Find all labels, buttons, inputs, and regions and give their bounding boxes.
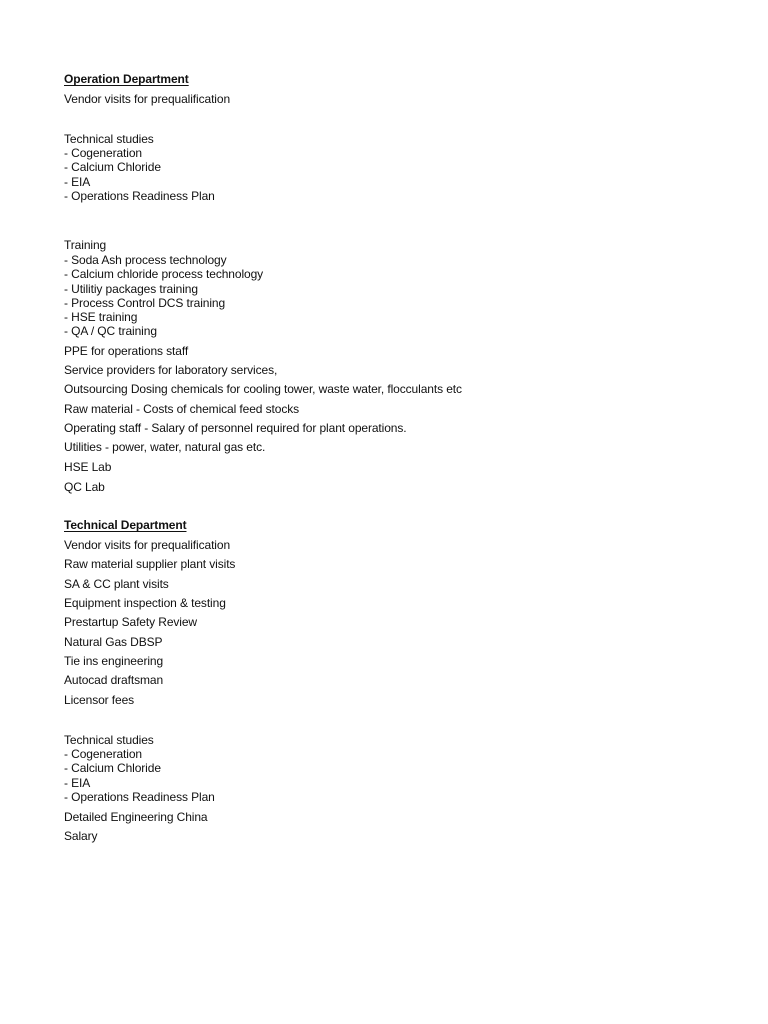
technical-technical-studies-title: Technical studies [64, 733, 154, 747]
operation-vendor-visits: Vendor visits for prequalification [64, 92, 231, 106]
list-item: Salary [64, 829, 98, 843]
list-item: Utilities - power, water, natural gas etc. [64, 440, 266, 454]
operation-department-heading: Operation Department [64, 72, 189, 86]
technical-department-heading: Technical Department [64, 518, 187, 532]
list-item: - HSE training [64, 310, 138, 324]
operation-technical-studies-title: Technical studies [64, 132, 154, 146]
list-item: Autocad draftsman [64, 673, 164, 687]
list-item: - Utilitiy packages training [64, 282, 198, 296]
list-item: QC Lab [64, 480, 105, 494]
list-item: PPE for operations staff [64, 344, 189, 358]
list-item: - Operations Readiness Plan [64, 790, 215, 804]
list-item: Raw material supplier plant visits [64, 557, 236, 571]
list-item: HSE Lab [64, 460, 112, 474]
list-item: Operating staff - Salary of personnel required for plant operations. [64, 421, 407, 435]
list-item: - Calcium Chloride [64, 160, 161, 174]
list-item: - Cogeneration [64, 146, 142, 160]
list-item: - EIA [64, 175, 91, 189]
list-item: SA & CC plant visits [64, 577, 169, 591]
list-item: Vendor visits for prequalification [64, 538, 231, 552]
list-item: Raw material - Costs of chemical feed stocks [64, 402, 300, 416]
list-item: Equipment inspection & testing [64, 596, 226, 610]
list-item: Licensor fees [64, 693, 135, 707]
list-item: - Calcium Chloride [64, 761, 161, 775]
list-item: Service providers for laboratory services, [64, 363, 278, 377]
list-item: - Operations Readiness Plan [64, 189, 215, 203]
list-item: Detailed Engineering China [64, 810, 208, 824]
list-item: - Soda Ash process technology [64, 253, 227, 267]
list-item: - Cogeneration [64, 747, 142, 761]
list-item: Natural Gas DBSP [64, 635, 163, 649]
list-item: - QA / QC training [64, 324, 157, 338]
list-item: Tie ins engineering [64, 654, 164, 668]
operation-training-title: Training [64, 238, 107, 252]
list-item: - Calcium chloride process technology [64, 267, 264, 281]
list-item: Prestartup Safety Review [64, 615, 197, 629]
list-item: - EIA [64, 776, 91, 790]
list-item: - Process Control DCS training [64, 296, 226, 310]
list-item: Outsourcing Dosing chemicals for cooling tower, waste water, flocculants etc [64, 382, 462, 396]
